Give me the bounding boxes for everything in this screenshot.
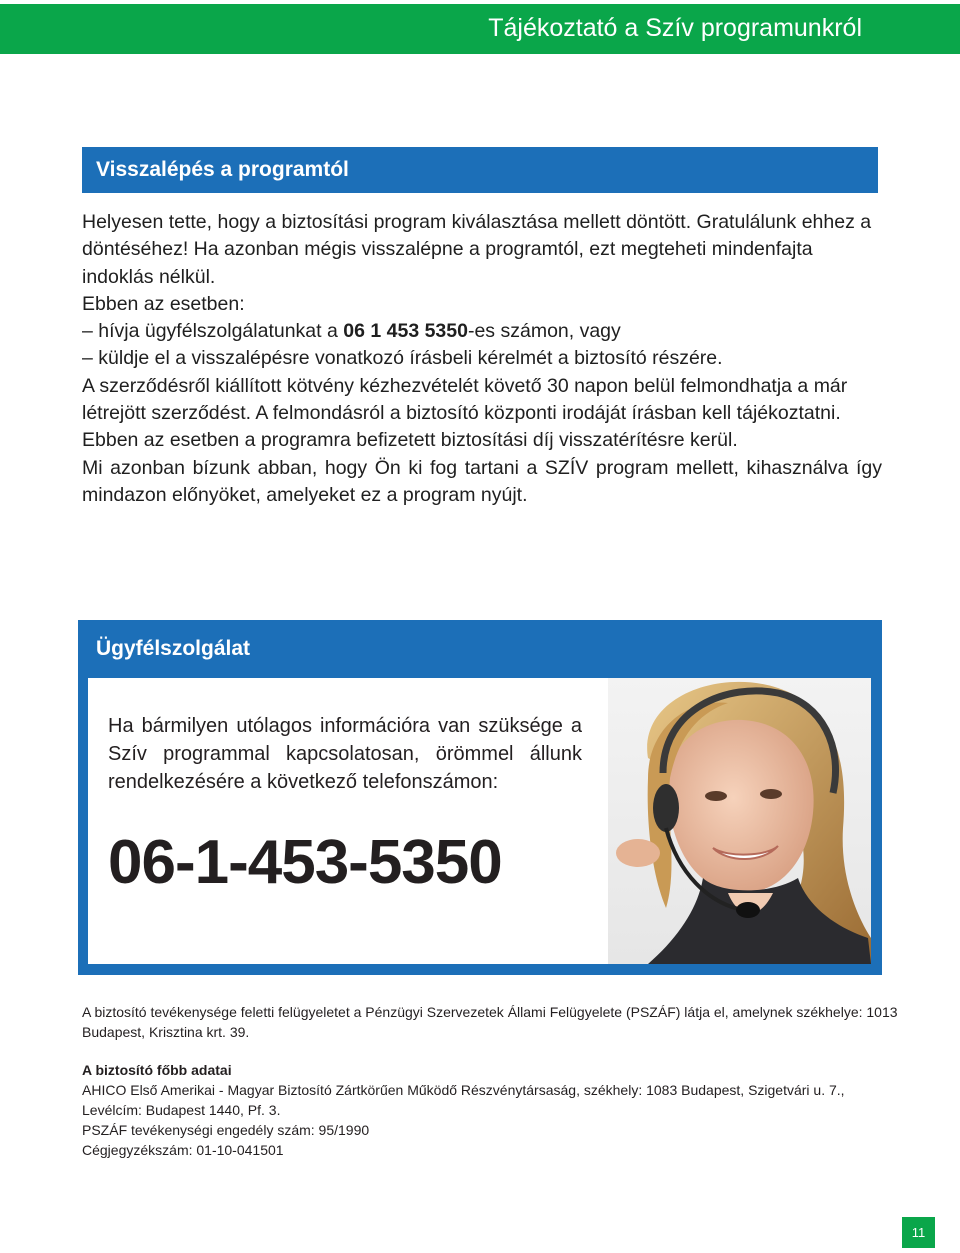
withdrawal-heading-bar — [82, 147, 878, 193]
withdrawal-case-line: Ebben az esetben: — [82, 292, 245, 315]
item1-suffix: -es számon, vagy — [467, 320, 621, 343]
item1-prefix: – hívja ügyfélszolgálatunkat a — [82, 320, 344, 343]
withdrawal-body — [82, 209, 882, 509]
top-banner — [0, 4, 960, 54]
withdrawal-phone: 06 1 453 5350 — [343, 320, 468, 343]
withdrawal-closing: Mi azonban bízunk abban, hogy Ön ki fog tartani a SZÍV program mellett, kihasználva így mindazon előnyöket, amelyeket ez a program nyújt. — [82, 456, 882, 506]
withdrawal-item-1 — [82, 318, 882, 345]
page-number: 11 — [902, 1217, 935, 1248]
withdrawal-item-2: – küldje el a visszalépésre vonatkozó írásbeli kérelmét a biztosító részére. — [82, 347, 723, 370]
service-panel — [88, 678, 871, 964]
insurer-details-heading: A biztosító főbb adatai — [82, 1062, 232, 1078]
insurer-license: PSZÁF tevékenységi engedély szám: 95/1990 — [82, 1122, 370, 1138]
insurer-details — [82, 1060, 902, 1160]
headset-operator-photo — [608, 678, 871, 964]
service-phone-number: 06-1-453-5350 — [108, 828, 502, 897]
customer-service-box — [78, 620, 882, 975]
withdrawal-heading: Visszalépés a programtól — [96, 158, 349, 181]
page-title: Tájékoztató a Szív programunkról — [488, 14, 862, 42]
supervision-note — [82, 1002, 902, 1042]
insurer-registry: Cégjegyzékszám: 01-10-041501 — [82, 1142, 284, 1158]
insurer-company: AHICO Első Amerikai - Magyar Biztosító Zártkörűen Működő Részvénytársaság, székhely: 1083 Budapest, Szigetvári u. 7., Levélcím: Budapest 1440, Pf. 3. — [82, 1082, 845, 1118]
withdrawal-cancel: A szerződésről kiállított kötvény kézhezvételét követő 30 napon belül felmondhatja a már létrejött szerződést. A felmondásról a biztosító központi irodáját írásban kell tájékoztatni. Ebben az esetben a programra befizetett biztosítási díj visszatérítésre kerül. — [82, 374, 848, 452]
withdrawal-intro: Helyesen tette, hogy a biztosítási program kiválasztása mellett döntött. Gratulálunk ehhez a döntéséhez! Ha azonban mégis visszalépne a programtól, ezt megteheti mindenfajta indoklás nélkül. — [82, 211, 872, 288]
service-heading: Ügyfélszolgálat — [96, 637, 251, 660]
service-text: Ha bármilyen utólagos információra van szüksége a Szív programmal kapcsolatosan, örömmel állunk rendelkezésére a következő telefonszámon: — [108, 715, 582, 793]
supervision-text: A biztosító tevékenysége feletti felügyeletet a Pénzügyi Szervezetek Állami Felügyelete (PSZÁF) látja el, amelynek székhelye: 1013 Budapest, Krisztina krt. 39. — [82, 1004, 898, 1040]
